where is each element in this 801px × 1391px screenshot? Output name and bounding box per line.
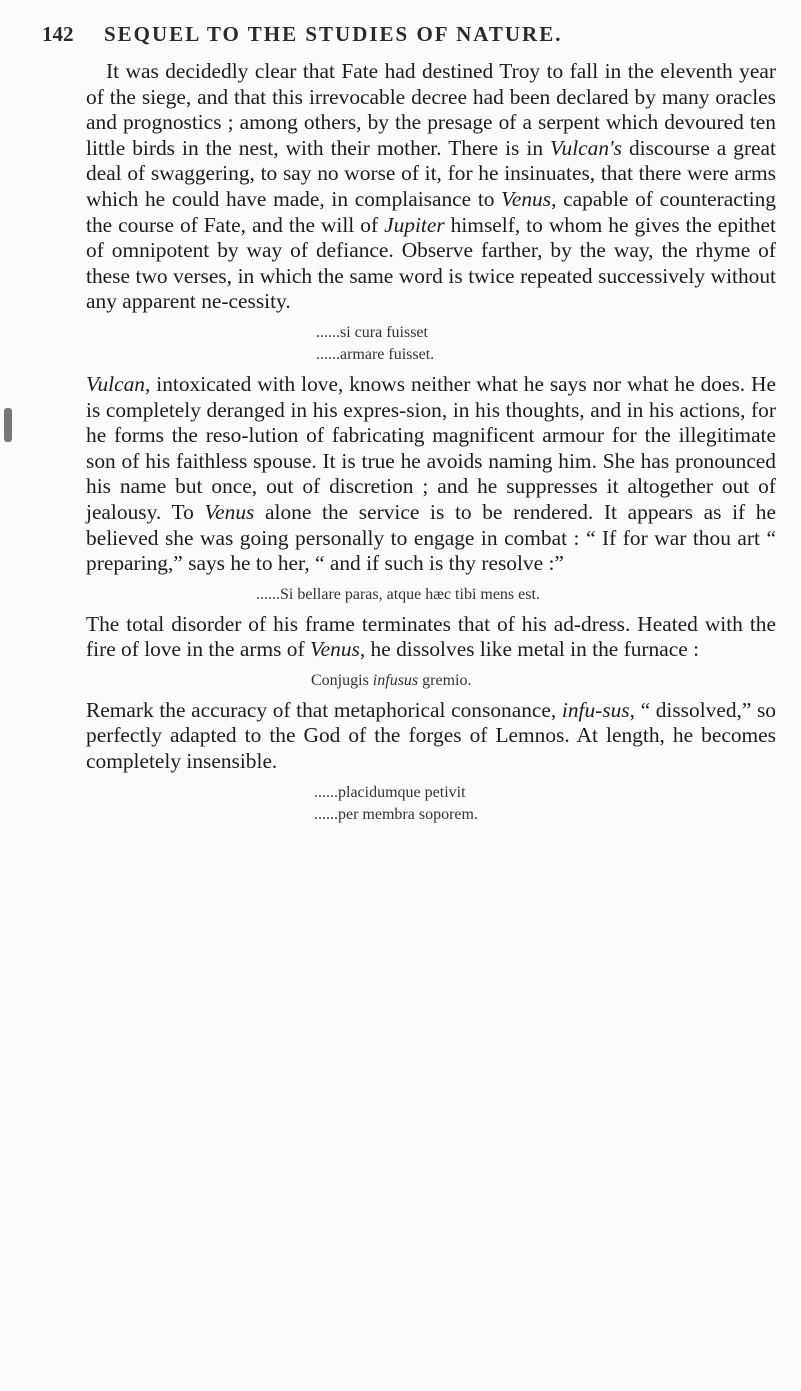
paragraph-3-text-a: The total disorder of his frame terminates that of his ad-dress. Heated with the fire of love in the arms of	[86, 611, 776, 662]
quote-line	[86, 670, 776, 692]
paragraph-2	[86, 372, 776, 577]
paragraph-1	[86, 59, 776, 315]
paragraph-3-text-b: , he dissolves like metal in the furnace :	[359, 637, 700, 662]
book-page	[42, 22, 777, 832]
paragraph-3	[86, 612, 776, 663]
paragraph-1-text-a: It was decidedly clear that Fate had destined Troy to fall in the eleventh year of the siege, and that this irrevocable decree had been declared by many oracles and prognostics ; among others, by the presage of a serpent which devoured ten little birds in the nest, with their mother. There is in	[86, 59, 776, 160]
italic-vulcans: Vulcan's	[550, 135, 622, 160]
ink-blot-mark	[4, 408, 12, 442]
paragraph-4-text-b: , “ dissolved,” so perfectly adapted to the God of the forges of Lemnos. At length, he becomes completely insensible.	[86, 697, 777, 774]
quote-line: ......Si bellare paras, atque hæc tibi mens est.	[256, 585, 540, 603]
italic-venus: Venus	[501, 186, 552, 211]
italic-venus: Venus	[204, 499, 255, 524]
paragraph-2-text-b: alone the service is to be rendered. It appears as if he believed she was going personally to engage in combat : “ If for war thou art “ preparing,” says he to her, “ and if such is thy resolve :”	[86, 499, 776, 576]
quote-text-b: gremio.	[418, 671, 472, 689]
italic-jupiter: Jupiter	[384, 212, 445, 237]
paragraph-2-text-a: , intoxicated with love, knows neither what he says nor what he does. He is completely deranged in his expres-sion, in his thoughts, and in his actions, for he forms the reso-lution of fabricating magnificent armour for the illegitimate son of his faithless spouse. It is true he avoids naming him. She has pronounced his name but once, out of discretion ; and he suppresses it altogether out of jealousy. To	[86, 371, 776, 524]
paragraph-4-text-a: Remark the accuracy of that metaphorical consonance,	[86, 697, 562, 722]
latin-quote-1	[86, 322, 776, 366]
italic-infusus: infu-sus	[561, 697, 630, 722]
latin-quote-4	[86, 782, 776, 826]
latin-quote-2	[86, 584, 776, 606]
running-title: SEQUEL TO THE STUDIES OF NATURE.	[104, 22, 563, 46]
paragraph-1-text-c: , capable of counteracting the course of Fate, and the will of	[86, 186, 776, 237]
italic-vulcan: Vulcan	[86, 371, 146, 396]
quote-line: ......placidumque petivit	[314, 783, 466, 801]
paragraph-1-text-d: himself, to whom he gives the epithet of omnipotent by way of defiance. Observe farther, by the way, the rhyme of these two verses, in which the same word is twice repeated successively without any apparent ne-cessity.	[86, 212, 776, 314]
paragraph-4	[86, 698, 776, 775]
quote-line: ......per membra soporem.	[314, 805, 478, 823]
latin-quote-3	[86, 670, 776, 692]
page-number: 142	[42, 22, 74, 46]
quote-line: ......armare fuisset.	[316, 345, 435, 363]
italic-venus: Venus	[309, 637, 360, 662]
quote-line: ......si cura fuisset	[316, 323, 428, 341]
running-head	[42, 22, 776, 47]
italic-infusus: infusus	[372, 671, 419, 689]
quote-text-a: Conjugis	[311, 671, 373, 689]
paragraph-1-text-b: discourse a great deal of swaggering, to say no worse of it, for he insinuates, that there were arms which he could have made, in complaisance to	[86, 135, 776, 211]
